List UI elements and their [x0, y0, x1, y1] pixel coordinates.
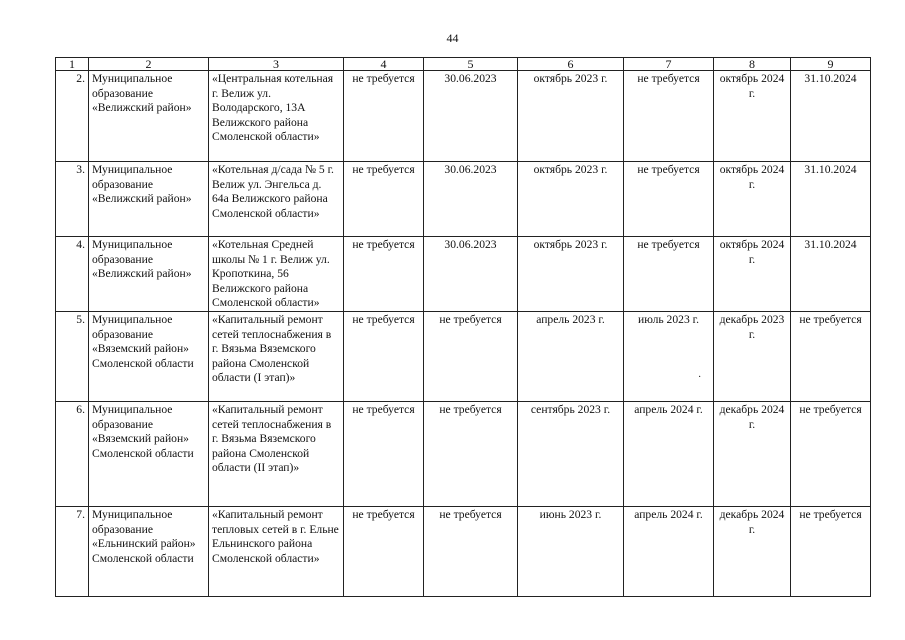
- schedule-table: [55, 57, 871, 597]
- col7-cell: июль 2023 г.: [624, 312, 714, 402]
- col9-cell: 31.10.2024: [791, 237, 871, 312]
- col5-cell: 30.06.2023: [424, 237, 518, 312]
- municipality-cell: Муниципальное образование «Вяземский район» Смоленской области: [89, 312, 209, 402]
- column-header: 2: [89, 58, 209, 71]
- row-number: 6.: [56, 402, 89, 507]
- table-row: [56, 162, 871, 237]
- col8-cell: октябрь 2024 г.: [714, 71, 791, 162]
- row-number: 7.: [56, 507, 89, 597]
- col8-cell: декабрь 2024 г.: [714, 507, 791, 597]
- object-cell: «Котельная Средней школы № 1 г. Велиж ул. Кропоткина, 56 Велижского района Смоленской области»: [209, 237, 344, 312]
- object-cell: «Капитальный ремонт сетей теплоснабжения в г. Вязьма Вяземского района Смоленской области (II этап)»: [209, 402, 344, 507]
- row-number: 2.: [56, 71, 89, 162]
- col5-cell: не требуется: [424, 312, 518, 402]
- municipality-cell: Муниципальное образование «Ельнинский район» Смоленской области: [89, 507, 209, 597]
- table-row: [56, 312, 871, 402]
- column-number-row: [56, 58, 871, 71]
- col7-cell: апрель 2024 г.: [624, 507, 714, 597]
- col6-cell: октябрь 2023 г.: [518, 162, 624, 237]
- col7-cell: не требуется: [624, 237, 714, 312]
- municipality-cell: Муниципальное образование «Велижский район»: [89, 237, 209, 312]
- col9-cell: не требуется: [791, 312, 871, 402]
- col7-cell: апрель 2024 г.: [624, 402, 714, 507]
- column-header: 3: [209, 58, 344, 71]
- col5-cell: 30.06.2023: [424, 71, 518, 162]
- col4-cell: не требуется: [344, 71, 424, 162]
- col9-cell: 31.10.2024: [791, 162, 871, 237]
- col5-cell: не требуется: [424, 507, 518, 597]
- row-number: 4.: [56, 237, 89, 312]
- object-cell: «Центральная котельная г. Велиж ул. Володарского, 13А Велижского района Смоленской области»: [209, 71, 344, 162]
- column-header: 9: [791, 58, 871, 71]
- col6-cell: октябрь 2023 г.: [518, 237, 624, 312]
- col6-cell: июнь 2023 г.: [518, 507, 624, 597]
- col9-cell: не требуется: [791, 507, 871, 597]
- row-number: 5.: [56, 312, 89, 402]
- column-header: 7: [624, 58, 714, 71]
- row-number: 3.: [56, 162, 89, 237]
- object-cell: «Котельная д/сада № 5 г. Велиж ул. Энгельса д. 64а Велижского района Смоленской области»: [209, 162, 344, 237]
- col4-cell: не требуется: [344, 312, 424, 402]
- col8-cell: октябрь 2024 г.: [714, 237, 791, 312]
- col8-cell: декабрь 2023 г.: [714, 312, 791, 402]
- column-header: 8: [714, 58, 791, 71]
- object-cell: «Капитальный ремонт тепловых сетей в г. Ельне Ельнинского района Смоленской области»: [209, 507, 344, 597]
- col4-cell: не требуется: [344, 507, 424, 597]
- col4-cell: не требуется: [344, 237, 424, 312]
- col4-cell: не требуется: [344, 402, 424, 507]
- table-row: [56, 237, 871, 312]
- col7-cell: не требуется: [624, 162, 714, 237]
- object-cell: «Капитальный ремонт сетей теплоснабжения в г. Вязьма Вяземского района Смоленской области (I этап)»: [209, 312, 344, 402]
- col7-cell: не требуется: [624, 71, 714, 162]
- table-row: [56, 507, 871, 597]
- col4-cell: не требуется: [344, 162, 424, 237]
- column-header: 6: [518, 58, 624, 71]
- municipality-cell: Муниципальное образование «Вяземский район» Смоленской области: [89, 402, 209, 507]
- page-number: 44: [446, 31, 459, 45]
- col8-cell: декабрь 2024 г.: [714, 402, 791, 507]
- col6-cell: сентябрь 2023 г.: [518, 402, 624, 507]
- municipality-cell: Муниципальное образование «Велижский район»: [89, 162, 209, 237]
- col8-cell: октябрь 2024 г.: [714, 162, 791, 237]
- col5-cell: 30.06.2023: [424, 162, 518, 237]
- col6-cell: апрель 2023 г.: [518, 312, 624, 402]
- column-header: 5: [424, 58, 518, 71]
- column-header: 1: [56, 58, 89, 71]
- table-row: [56, 402, 871, 507]
- col5-cell: не требуется: [424, 402, 518, 507]
- scan-artifact: ·: [698, 372, 702, 383]
- col9-cell: не требуется: [791, 402, 871, 507]
- municipality-cell: Муниципальное образование «Велижский район»: [89, 71, 209, 162]
- col6-cell: октябрь 2023 г.: [518, 71, 624, 162]
- col9-cell: 31.10.2024: [791, 71, 871, 162]
- column-header: 4: [344, 58, 424, 71]
- table-row: [56, 71, 871, 162]
